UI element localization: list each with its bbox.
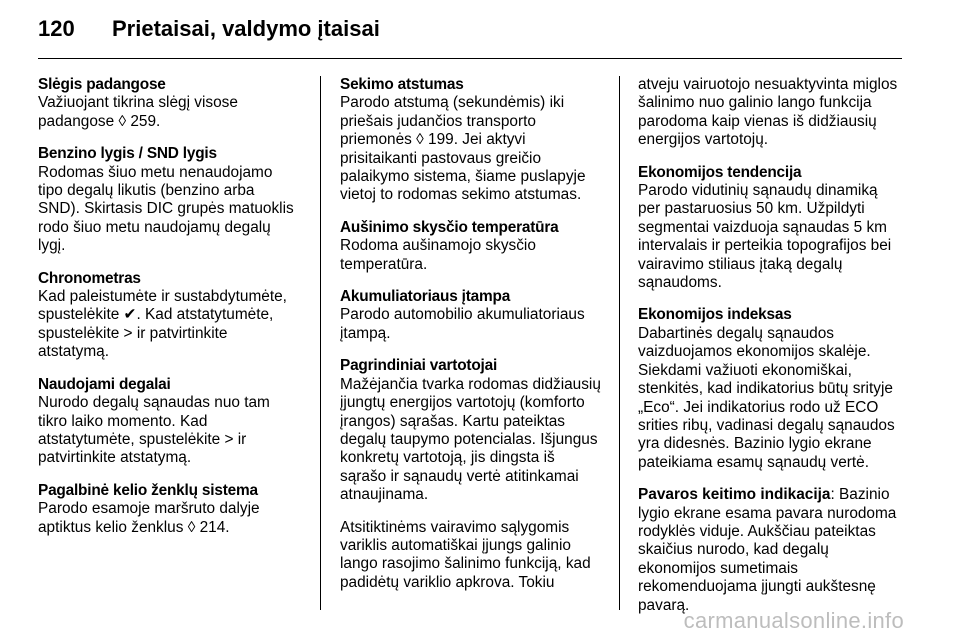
section-heading: Benzino lygis / SND lygis [38,145,217,163]
section-economy-index [638,306,900,472]
column-divider-1 [320,76,321,610]
column-3 [638,76,900,629]
section-body: Dabartinės degalų sąnaudos vaizduojamos ekonomijos skalėje. Siekdami važiuoti ekonomiškai, stenkitės, kad indikatorius būtų srityje „Eco“. Jei indikatorius rodo už ECO srities ribų, vadinasi degalų sąnaudos yra didesnės. Bazinio lygio ekrane pateikiama esamų sąnaudų vertė. [638,324,895,471]
section-body: Mažėjančia tvarka rodomas didžiausių įjungtų energijos vartotojų (komforto įrangos) sąrašas. Kartu pateiktas degalų taupymo potencialas. Išjungus konkretų vartotoją, jis dingsta iš sąrašo ir sąnaudų vertė atitinkamai atnaujinama. [340,375,601,504]
column-1 [38,76,300,551]
section-body: Nurodo degalų sąnaudas nuo tam tikro laiko momento. Kad atstatytumėte, spustelėkite > ir patvirtinkite atstatymą. [38,394,270,467]
header-divider [38,58,902,59]
section-heading: Aušinimo skysčio temperatūra [340,218,559,236]
section-heading: Pagrindiniai vartotojai [340,357,498,375]
column-divider-2 [619,76,620,610]
section-top-consumers-continued [340,519,602,593]
page-header [38,16,922,42]
section-coolant-temperature [340,219,602,274]
section-fuel-used [38,376,300,468]
section-stopwatch [38,270,300,362]
section-fuel-level [38,145,300,255]
section-heading-inline: Pavaros keitimo indikacija [638,486,831,504]
section-body: atveju vairuotojo nesuaktyvinta miglos šalinimo nuo galinio lango funkcija parodoma kaip vienas iš didžiausių energijos vartotojų. [638,76,898,149]
section-body: Kad paleistumėte ir sustabdytumėte, spustelėkite ✔. Kad atstatytumėte, spustelėkite > ir patvirtinkite atstatymą. [38,288,287,361]
section-heading: Pagalbinė kelio ženklų sistema [38,481,258,499]
section-shift-indicator [638,486,900,615]
section-economy-trend [638,164,900,293]
section-body: Atsitiktinėms vairavimo sąlygomis variklis automatiškai įjungs galinio lango rasojimo šalinimo funkciją, kad padidėtų variklio apkrova. Tokiu [340,518,591,591]
heading-colon: : [830,486,835,504]
section-heading: Ekonomijos indeksas [638,306,792,324]
section-body: Važiuojant tikrina slėgį visose padangose ◊ 259. [38,94,238,130]
section-heading: Ekonomijos tendencija [638,163,802,181]
page-number: 120 [38,16,75,41]
section-heading: Chronometras [38,269,141,287]
section-body: Parodo esamoje maršruto dalyje aptiktus kelio ženklus ◊ 214. [38,500,260,536]
section-heading: Akumuliatoriaus įtampa [340,288,511,306]
section-body [638,486,900,615]
section-following-distance [340,76,602,205]
watermark: carmanualsonline.info [683,608,904,633]
section-body-text: Bazinio lygio ekrane esama pavara nurodoma rodyklės viduje. Aukščiau pateiktas skaičius nurodo, kad degalų ekonomijos sumetimais rekomenduojama įjungti aukštesnę pavarą. [638,486,897,614]
section-top-consumers [340,357,602,504]
section-continuation [638,76,900,150]
page-title: Prietaisai, valdymo įtaisai [112,16,380,41]
section-body: Parodo atstumą (sekundėmis) iki priešais judančios transporto priemonės ◊ 199. Jei aktyvi prisitaikanti pastovaus greičio palaikymo sistema, šiame puslapyje vietoj to rodomas sekimo atstumas. [340,94,586,204]
section-body: Parodo vidutinių sąnaudų dinamiką per pastaruosius 50 km. Užpildyti segmentai vaizduoja sąnaudas 5 km intervalais ir perteikia topografijos bei vairavimo stiliaus įtaką degalų sąnaudoms. [638,182,892,292]
section-body: Rodoma aušinamojo skysčio temperatūra. [340,237,536,273]
section-tire-pressure [38,76,300,131]
section-battery-voltage [340,288,602,343]
section-heading: Sekimo atstumas [340,76,464,93]
section-heading: Slėgis padangose [38,76,166,93]
section-traffic-sign-assistant [38,482,300,537]
column-2 [340,76,602,606]
section-heading: Naudojami degalai [38,375,171,393]
section-body: Parodo automobilio akumuliatoriaus įtampą. [340,306,585,342]
section-body: Rodomas šiuo metu nenaudojamo tipo degalų likutis (benzino arba SND). Skirtasis DIC grupės matuoklis rodo šiuo metu naudojamų degalų lygį. [38,163,294,255]
